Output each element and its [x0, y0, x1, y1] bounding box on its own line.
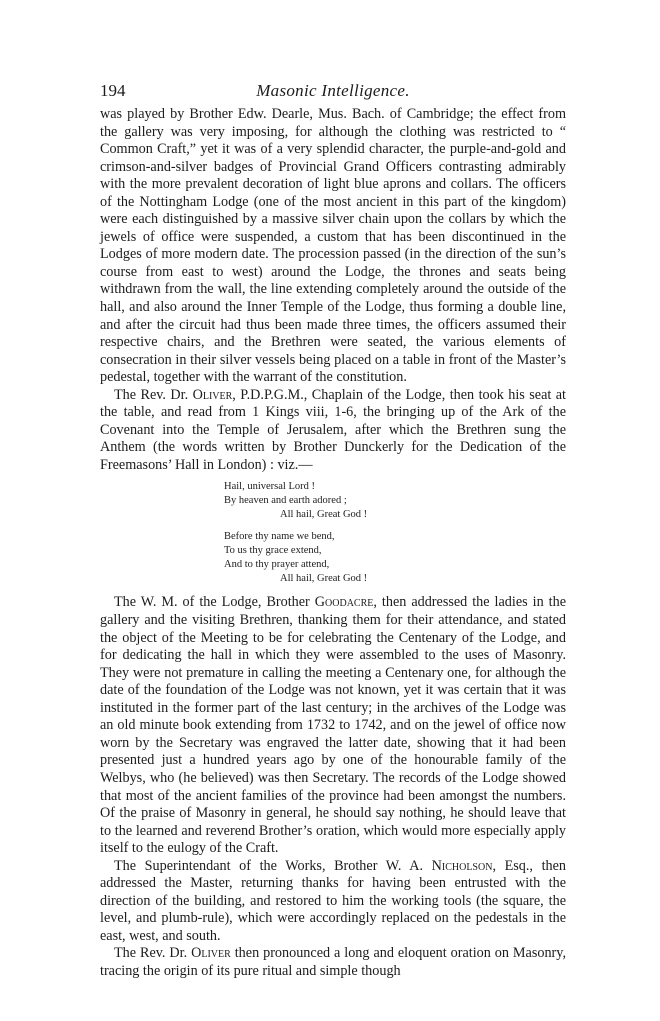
anthem-line: And to thy prayer attend,	[224, 559, 330, 571]
paragraph-master-address	[100, 594, 566, 857]
paragraph-text: then pronounced a long and eloquent oration on Masonry, tracing the origin of its pure ritual and simple though	[100, 945, 566, 979]
anthem-verse	[224, 480, 566, 586]
anthem-line: Before thy name we bend,	[224, 531, 335, 543]
paragraph-chaplain-reading	[100, 387, 566, 475]
paragraph-text: , P.D.P.G.M., Chaplain of the Lodge, then took his seat at the table, and read from 1 Kings viii, 1-6, the bringing up of the Ark of the Covenant into the Temple of Jerusalem, after which the Brethren sung the Anthem (the words written by Brother Dunckerly for the Dedication of the Freemasons’ Hall in London) : viz.—	[100, 386, 566, 473]
paragraph-procession: was played by Brother Edw. Dearle, Mus. Bach. of Cambridge; the effect from the gallery was very imposing, for although the clothing was restricted to “ Common Craft,” yet it was of a very splendid character, the purple-and-gold and crimson-and-silver badges of Provincial Grand Officers contrasting admirably with the more prevalent decoration of light blue aprons and collars. The officers of the Nottingham Lodge (one of the most ancient in this part of the kingdom) were each distinguished by a massive silver chain upon the collars by which the jewels of office were suspended, a custom that has been discontinued in the Lodges of more modern date. The procession passed (in the direction of the sun’s course from east to west) around the Lodge, the thrones and seats being withdrawn from the wall, the line extending completely around the outside of the hall, and also around the Inner Temple of the Lodge, thus forming a double line, and after the circuit had thus been made three times, the officers assumed their respective chairs, and the Brethren were seated, the various elements of consecration in their silver vessels being placed on a table in front of the Master’s pedestal, together with the warrant of the constitution.	[100, 106, 566, 386]
paragraph-text: The Superintendant of the Works, Brother W. A.	[114, 857, 432, 874]
paragraph-text: The Rev. Dr.	[114, 945, 192, 962]
anthem-refrain: All hail, Great God !	[280, 573, 368, 585]
person-name: Oliver	[192, 386, 233, 403]
anthem-line: By heaven and earth adored ;	[224, 495, 347, 507]
body-text	[100, 106, 566, 981]
anthem-stanza	[224, 530, 566, 586]
person-name: Oliver	[191, 945, 231, 962]
anthem-stanza	[224, 480, 566, 522]
anthem-line: To us thy grace extend,	[224, 545, 322, 557]
paragraph-oration	[100, 945, 566, 980]
paragraph-text: The Rev. Dr.	[114, 386, 193, 403]
paragraph-superintendant	[100, 858, 566, 946]
anthem-line: Hail, universal Lord !	[224, 481, 315, 493]
page-number: 194	[100, 81, 126, 100]
paragraph-text: The W. M. of the Lodge, Brother	[114, 594, 315, 611]
paragraph-text: , then addressed the ladies in the gallery and the visiting Brethren, thanking them for their attendance, and stated the object of the Meeting to be for celebrating the Centenary of the Lodge, and for dedicating the hall in which they were assembled to the uses of Masonry. They were not premature in calling the meeting a Centenary one, for although the date of the foundation of the Lodge was not known, yet it was certain that it was instituted in the former part of the last century; in the archives of the Lodge was an old minute book extending from 1732 to 1742, and on the jewel of office now worn by the Secretary was engraved the latter date, showing that it had been presented just a hundred years ago by one of the honourable family of the Welbys, who (he believed) was then Secretary. The records of the Lodge showed that most of the ancient families of the province had been amongst the numbers. Of the praise of Masonry in general, he should say nothing, he should leave that to the learned and reverend Brother’s oration, which would more especially apply itself to the eulogy of the Craft.	[100, 594, 566, 857]
paragraph-text: , Esq., then addressed the Master, returning thanks for having been entrusted with the direction of the building, and restored to him the working tools (the square, the level, and plumb-rule), which were accordingly replaced on the pedestals in the east, west, and south.	[100, 857, 566, 944]
anthem-refrain: All hail, Great God !	[280, 509, 368, 521]
running-title: Masonic Intelligence.	[256, 81, 410, 100]
book-page	[100, 78, 566, 981]
person-name: Nicholson	[431, 857, 493, 874]
person-name: Goodacre	[314, 594, 374, 611]
running-head	[100, 78, 566, 104]
